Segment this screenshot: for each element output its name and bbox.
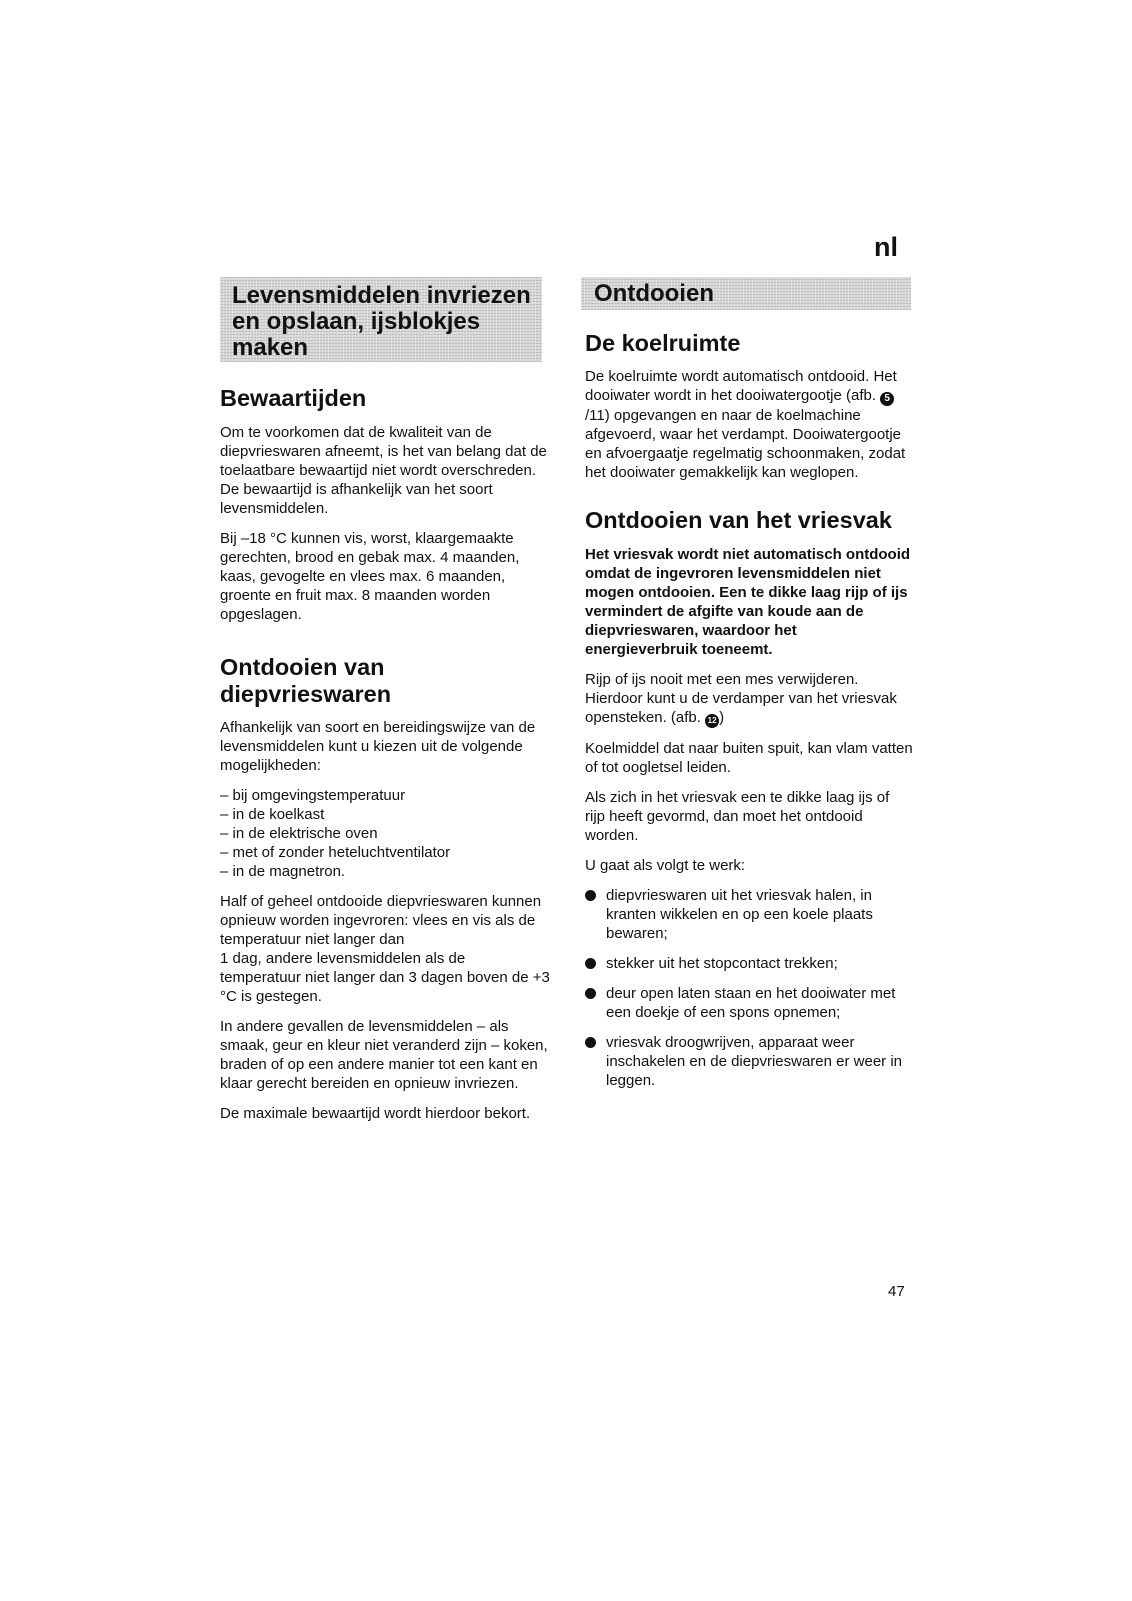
paragraph: Afhankelijk van soort en bereidingswijze van de levensmiddelen kunt u kiezen uit de volgende mogelijkheden:: [220, 719, 536, 774]
text-segment: Rijp of ijs nooit met een mes verwijderen. Hierdoor kunt u de verdamper van het vriesvak opensteken. (afb.: [585, 671, 897, 726]
paragraph: [585, 367, 913, 482]
bullet-icon: [585, 958, 596, 969]
list-item: [585, 984, 913, 1022]
text-segment: De koelruimte wordt automatisch ontdooid. Het dooiwater wordt in het dooiwatergootje (afb.: [585, 368, 897, 404]
paragraph: Om te voorkomen dat de kwaliteit van de diepvrieswaren afneemt, is het van belang dat de toelaatbare bewaartijd niet wordt overschreden. De bewaartijd is afhankelijk van het soort levensmiddelen.: [220, 424, 547, 517]
section-banner-right: [581, 277, 911, 310]
section-heading: Ontdooien van het vriesvak: [585, 507, 892, 533]
paragraph: De maximale bewaartijd wordt hierdoor bekort.: [220, 1105, 531, 1122]
page-number: 47: [888, 1283, 905, 1300]
section-heading: De koelruimte: [585, 330, 741, 356]
step-text: deur open laten staan en het dooiwater met een doekje of een spons opnemen;: [606, 985, 896, 1021]
bullet-icon: [585, 1037, 596, 1048]
right-column: [585, 330, 913, 1101]
bullet-icon: [585, 988, 596, 999]
figure-marker: 12: [705, 714, 719, 728]
list-item: [585, 954, 913, 973]
banner-title: Ontdooien: [594, 280, 714, 307]
section-banner-left: [220, 277, 542, 362]
paragraph: In andere gevallen de levensmiddelen – als smaak, geur en kleur niet veranderd zijn – koken, braden of op een andere manier tot een kant en klaar gerecht bereiden en opnieuw invriezen.: [220, 1018, 548, 1092]
thaw-options-list: [220, 786, 550, 881]
step-text: diepvrieswaren uit het vriesvak halen, in kranten wikkelen en op een koele plaats bewaren;: [606, 887, 873, 942]
paragraph: Bij –18 °C kunnen vis, worst, klaargemaakte gerechten, brood en gebak max. 4 maanden, kaas, gevogelte en vlees max. 6 maanden, groente en fruit max. 8 maanden worden opgeslagen.: [220, 530, 520, 623]
bullet-icon: [585, 890, 596, 901]
step-text: stekker uit het stopcontact trekken;: [606, 955, 838, 972]
section-heading: Bewaartijden: [220, 385, 367, 411]
section-heading: Ontdooien van diepvrieswaren: [220, 654, 392, 707]
list-item: – bij omgevingstemperatuur: [220, 787, 406, 804]
text-segment: /11) opgevangen en naar de koelmachine afgevoerd, waar het verdampt. Dooiwatergootje en afvoergaatje regelmatig schoonmaken, zodat het dooiwater gemakkelijk kan weglopen.: [585, 407, 906, 481]
paragraph: Als zich in het vriesvak een te dikke laag ijs of rijp heeft gevormd, dan moet het ontdooid worden.: [585, 789, 890, 844]
list-item: – in de magnetron.: [220, 863, 346, 880]
list-item: – met of zonder heteluchtventilator: [220, 844, 451, 861]
list-item: – in de elektrische oven: [220, 825, 378, 842]
list-item: [585, 1033, 913, 1090]
left-column: [220, 385, 550, 1134]
warning-paragraph: Het vriesvak wordt niet automatisch ontdooid omdat de ingevroren levensmiddelen niet mogen ontdooien. Een te dikke laag rijp of ijs vermindert de afgifte van koude aan de diepvrieswaren, waardoor het energieverbruik toeneemt.: [585, 546, 911, 658]
paragraph: [585, 670, 913, 728]
banner-title: Levensmiddelen invriezen en opslaan, ijsblokjes maken: [232, 282, 531, 361]
list-item: – in de koelkast: [220, 806, 325, 823]
text-segment: ): [719, 709, 725, 726]
language-code: nl: [874, 232, 898, 262]
step-text: vriesvak droogwrijven, apparaat weer inschakelen en de diepvrieswaren er weer in leggen.: [606, 1034, 903, 1089]
list-item: [585, 886, 913, 943]
figure-marker: 5: [880, 392, 894, 406]
defrost-steps-list: [585, 886, 913, 1090]
paragraph: U gaat als volgt te werk:: [585, 857, 746, 874]
paragraph: Koelmiddel dat naar buiten spuit, kan vlam vatten of tot oogletsel leiden.: [585, 740, 913, 776]
paragraph: Half of geheel ontdooide diepvrieswaren kunnen opnieuw worden ingevroren: vlees en vis als de temperatuur niet langer dan 1 dag, andere levensmiddelen als de temperatuur niet langer dan 3 dagen boven de +3 °C is gestegen.: [220, 893, 550, 1005]
